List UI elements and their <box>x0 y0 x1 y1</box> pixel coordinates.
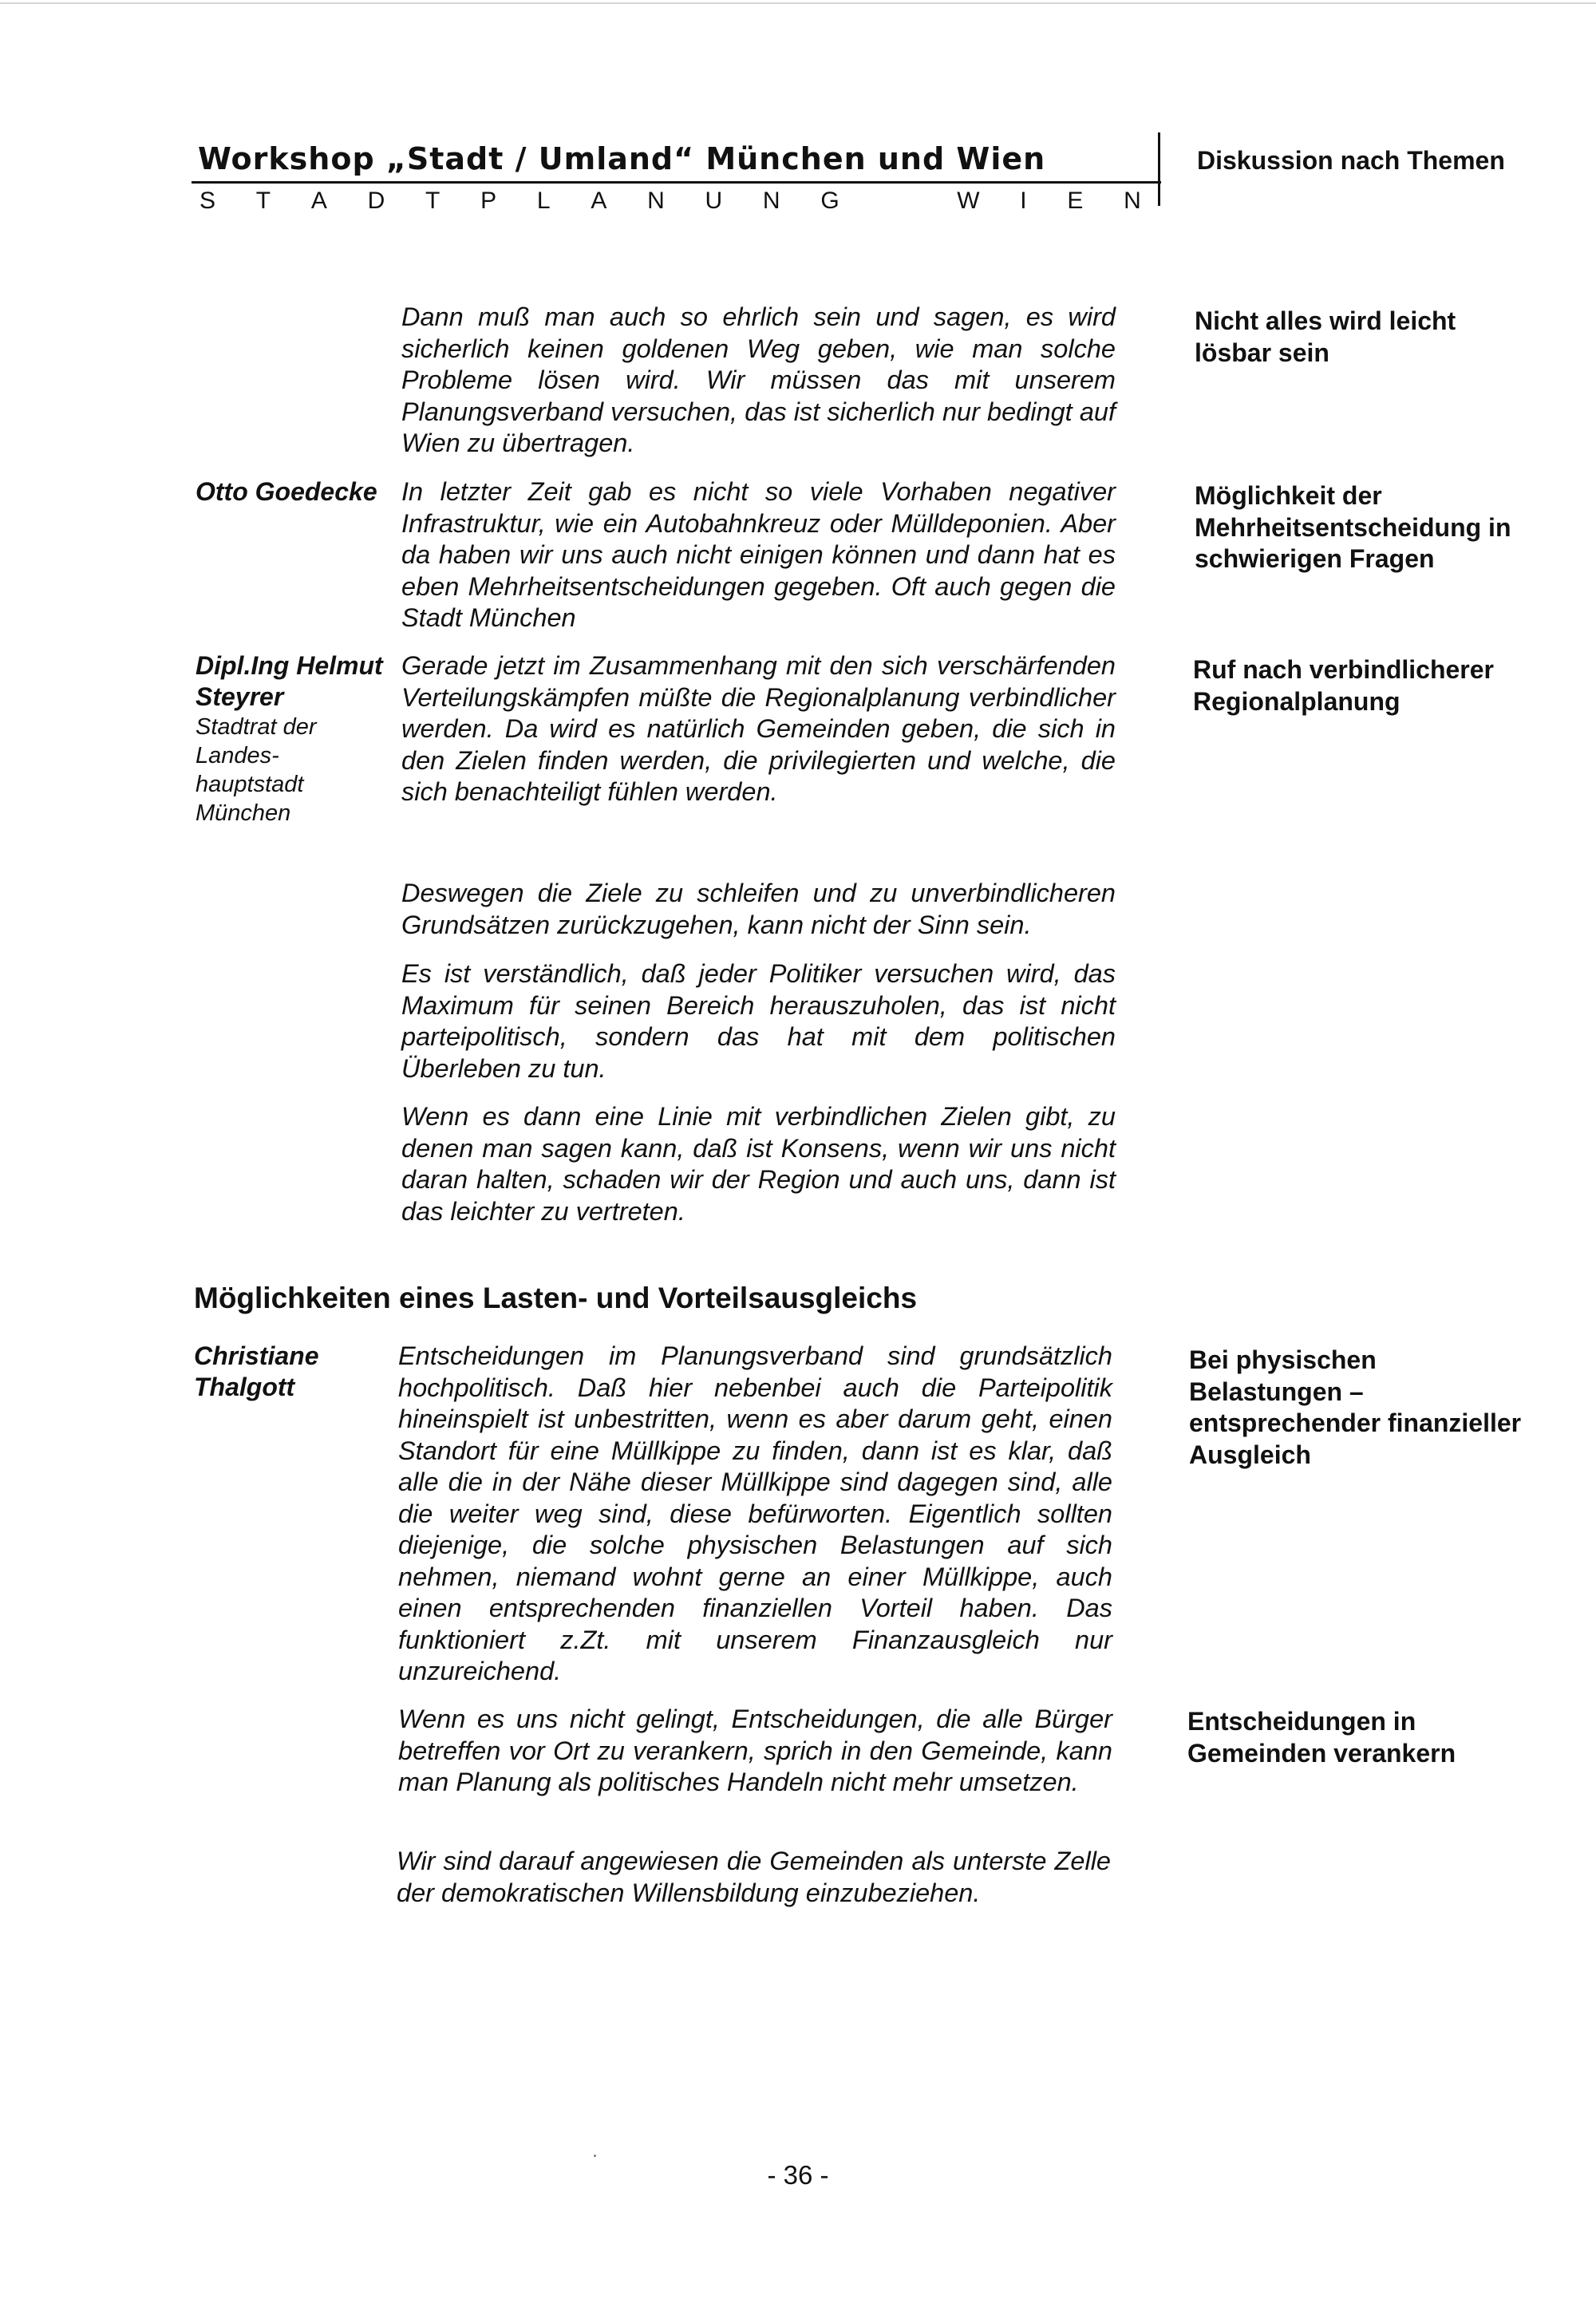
scan-speck <box>594 2155 596 2157</box>
topic-summary: Entscheidungen in Gemeinden verankern <box>1187 1707 1456 1768</box>
statement-text: Deswegen die Ziele zu schleifen und zu unverbindlicheren Grundsätzen zurückzugehen, kann nicht der Sinn sein. <box>401 879 1116 939</box>
subtitle-letter: N <box>647 188 665 214</box>
topic-summary: Ruf nach verbindlicherer Regionalplanung <box>1193 655 1494 716</box>
subtitle-letter: L <box>536 188 551 214</box>
statement-text: Dann muß man auch so ehrlich sein und sagen, es wird sicherlich keinen goldenen Weg geben, wie man solche Probleme lösen wird. Wir müssen das mit unserem Planungsverband versuchen, das ist sicherlich nur bedingt auf Wien zu übertragen. <box>401 302 1116 457</box>
speaker-name-text: Otto Goedecke <box>196 477 377 506</box>
statement-text: Entscheidungen im Planungsverband sind grundsätzlich hochpolitisch. Daß hier nebenbei auch die Parteipolitik hineinspielt ist unbestritten, wenn es aber darum geht, einen Standort für eine Müllkippe zu finden, dann ist es klar, daß alle die in der Nähe dieser Müllkippe sind dagegen sind, alle die weiter weg sind, diese befürworten. Eigentlich sollten diejenige, die solche physischen Belastungen auf sich nehmen, niemand wohnt gerne an einer Müllkippe, auch einen entsprechenden finanziellen Vorteil haben. Das funktioniert z.Zt. mit unserem Finanzausgleich nur unzureichend. <box>398 1341 1112 1685</box>
statement-text: Wenn es dann eine Linie mit verbindlichen Zielen gibt, zu denen man sagen kann, daß ist Konsens, wenn wir uns nicht daran halten, schaden wir der Region und auch uns, dann ist das leichter zu vertreten. <box>401 1102 1116 1226</box>
subtitle-letter: S <box>200 188 216 214</box>
speaker-name <box>194 1341 381 1403</box>
subtitle-letter: P <box>480 188 497 214</box>
speaker-name-text: Christiane Thalgott <box>194 1341 319 1401</box>
subtitle-letter: T <box>255 188 271 214</box>
page-number: - 36 - <box>767 2160 829 2190</box>
statement-text: In letzter Zeit gab es nicht so viele Vorhaben negativer Infrastruktur, wie ein Autobahnkreuz oder Mülldeponien. Aber da haben wir uns auch nicht einigen können und dann hat es eben Mehrheitsentscheidungen gegeben. Oft auch gegen die Stadt München <box>401 477 1116 632</box>
subtitle-letter: E <box>1067 188 1084 214</box>
header-divider <box>1158 132 1160 206</box>
topic-summary: Möglichkeit der Mehrheitsentscheidung in schwierigen Fragen <box>1195 481 1511 573</box>
subtitle-letter: G <box>820 188 839 214</box>
statement-text: Es ist verständlich, daß jeder Politiker versuchen wird, das Maximum für seinen Bereich herauszuholen, das ist nicht parteipolitisch, sondern das hat mit dem politischen Überleben zu tun. <box>401 959 1116 1083</box>
speaker-name-text: Dipl.Ing Helmut Steyrer <box>196 651 383 711</box>
subtitle-stadtplanung-wien <box>200 185 1141 217</box>
statement-text: Gerade jetzt im Zusammenhang mit den sich verschärfenden Verteilungskämpfen müßte die Regionalplanung verbindlicher werden. Da wird es natürlich Gemeinden geben, die sich in den Zielen finden werden, die privilegierten und welche, die sich benachteiligt fühlen werden. <box>401 651 1116 806</box>
header-right-label: Diskussion nach Themen <box>1197 146 1505 175</box>
speaker-name <box>196 476 383 508</box>
statement-text: Wenn es uns nicht gelingt, Entscheidungen, die alle Bürger betreffen vor Ort zu verankern, sprich in den Gemeinde, kann man Planung als politisches Handeln nicht mehr umsetzen. <box>398 1705 1112 1796</box>
topic-summary: Bei physischen Belastungen – entsprechender finanzieller Ausgleich <box>1189 1345 1522 1469</box>
statement-text: Wir sind darauf angewiesen die Gemeinden als unterste Zelle der demokratischen Willensbildung einzubeziehen. <box>397 1847 1111 1907</box>
title-underline <box>192 181 1161 184</box>
section-heading: Möglichkeiten eines Lasten- und Vorteilsausgleichs <box>194 1282 918 1314</box>
subtitle-letter: N <box>1124 188 1141 214</box>
subtitle-letter: D <box>367 188 385 214</box>
document-title: Workshop „Stadt / Umland“ München und Wien <box>198 141 1046 176</box>
speaker-name <box>196 650 383 828</box>
scan-edge-line <box>0 2 1596 4</box>
subtitle-letter: N <box>762 188 780 214</box>
subtitle-letter: T <box>425 188 440 214</box>
subtitle-gap <box>879 185 916 217</box>
subtitle-letter: I <box>1020 188 1027 214</box>
subtitle-letter: A <box>591 188 607 214</box>
topic-summary: Nicht alles wird leicht lösbar sein <box>1195 306 1456 367</box>
subtitle-letter: W <box>957 188 980 214</box>
speaker-role: Stadtrat der Landes-hauptstadt München <box>196 714 317 826</box>
subtitle-letter: A <box>310 188 327 214</box>
subtitle-letter: U <box>705 188 723 214</box>
